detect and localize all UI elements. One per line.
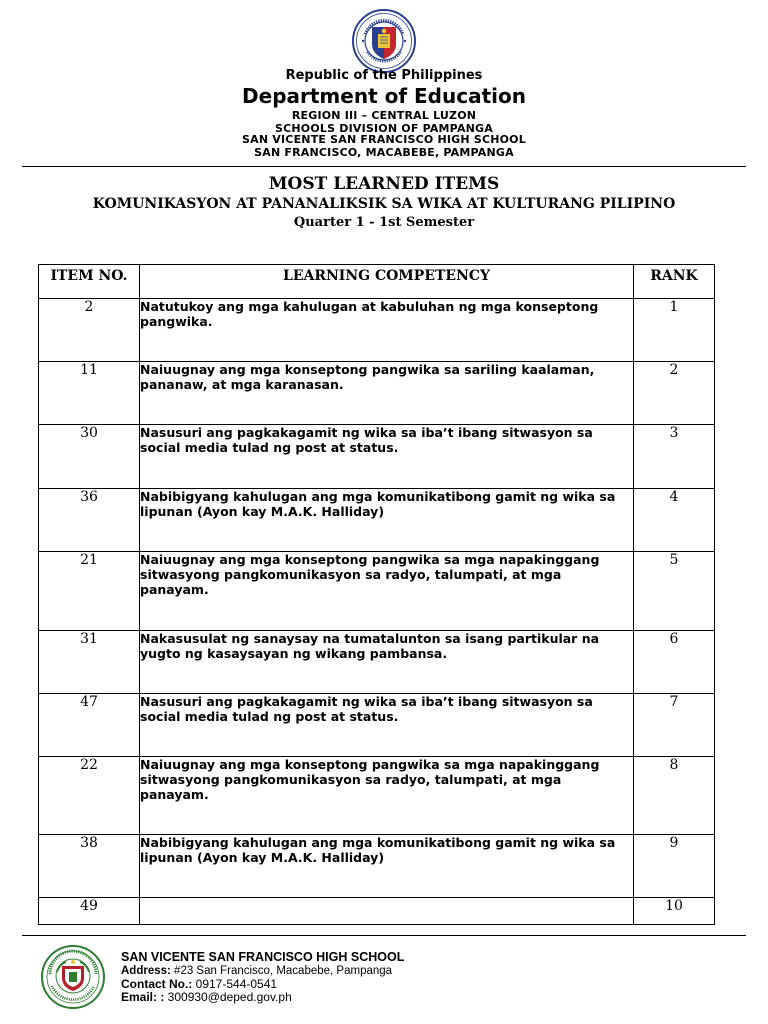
rank-cell: 6: [634, 631, 715, 694]
footer-address-label: Address:: [121, 965, 171, 977]
subject-title: KOMUNIKASYON AT PANANALIKSIK SA WIKA AT KULTURANG PILIPINO: [92, 196, 676, 212]
competency-cell: Nakasusulat ng sanaysay na tumatalunton sa isang partikular na yugto ng kasaysayan ng wikang pambansa.: [140, 631, 634, 694]
item-number-cell: 31: [39, 631, 140, 694]
item-number-cell: 21: [39, 552, 140, 631]
rank-cell: 10: [634, 898, 715, 925]
competency-cell: [140, 898, 634, 925]
rank-cell: 7: [634, 694, 715, 757]
table-row: [39, 299, 715, 362]
school-line: SAN VICENTE SAN FRANCISCO HIGH SCHOOL: [242, 133, 526, 146]
document-title: MOST LEARNED ITEMS: [268, 174, 500, 194]
rank-cell: 2: [634, 362, 715, 425]
footer-school-name: SAN VICENTE SAN FRANCISCO HIGH SCHOOL: [121, 950, 405, 964]
item-number-cell: 2: [39, 299, 140, 362]
footer-contact-value: 0917-544-0541: [192, 977, 278, 991]
table-row: [39, 835, 715, 898]
footer-email-value: 300930@deped.gov.ph: [164, 990, 292, 1004]
item-number-cell: 11: [39, 362, 140, 425]
column-header-rank: RANK: [634, 265, 715, 299]
column-header-item-no: ITEM NO.: [39, 265, 140, 299]
table-row: [39, 694, 715, 757]
republic-line: Republic of the Philippines: [285, 68, 483, 83]
school-address-line: SAN FRANCISCO, MACABEBE, PAMPANGA: [254, 146, 514, 159]
most-learned-items-table: [38, 264, 715, 925]
footer-address: [121, 964, 392, 978]
quarter-label: Quarter 1 - 1st Semester: [293, 215, 475, 230]
region-line: REGION III – CENTRAL LUZON: [291, 109, 477, 122]
rank-cell: 3: [634, 425, 715, 489]
competency-cell: Nasusuri ang pagkakagamit ng wika sa iba’t ibang sitwasyon sa social media tulad ng post at status.: [140, 425, 634, 489]
table-row: [39, 898, 715, 925]
division-line: SCHOOLS DIVISION OF PAMPANGA: [274, 122, 494, 135]
rank-cell: 4: [634, 489, 715, 552]
rank-cell: 1: [634, 299, 715, 362]
table-row: [39, 757, 715, 835]
item-number-cell: 38: [39, 835, 140, 898]
rank-cell: 5: [634, 552, 715, 631]
rank-cell: 9: [634, 835, 715, 898]
rank-cell: 8: [634, 757, 715, 835]
footer-email-label: Email: :: [121, 990, 165, 1004]
school-seal-logo: [40, 944, 106, 1010]
table-header-row: [39, 265, 715, 299]
item-number-cell: 22: [39, 757, 140, 835]
department-name: Department of Education: [242, 84, 526, 108]
competency-cell: Naiuugnay ang mga konseptong pangwika sa mga napakinggang sitwasyong pangkomunikasyon sa radyo, talumpati, at mga panayam.: [140, 552, 634, 631]
item-number-cell: 30: [39, 425, 140, 489]
competency-cell: Naiuugnay ang mga konseptong pangwika sa mga napakinggang sitwasyong pangkomunikasyon sa radyo, talumpati, at mga panayam.: [140, 757, 634, 835]
deped-seal-logo: [346, 8, 422, 74]
table-row: [39, 552, 715, 631]
table-row: [39, 362, 715, 425]
item-number-cell: 36: [39, 489, 140, 552]
competency-cell: Nabibigyang kahulugan ang mga komunikatibong gamit ng wika sa lipunan (Ayon kay M.A.K. Halliday): [140, 489, 634, 552]
item-number-cell: 49: [39, 898, 140, 925]
competency-cell: Nabibigyang kahulugan ang mga komunikatibong gamit ng wika sa lipunan (Ayon kay M.A.K. Halliday): [140, 835, 634, 898]
table-row: [39, 631, 715, 694]
footer-email: [121, 990, 292, 1004]
column-header-learning-competency: LEARNING COMPETENCY: [140, 265, 634, 299]
header-divider: [22, 166, 746, 167]
footer-contact-label: Contact No.:: [121, 977, 193, 991]
competency-cell: Natutukoy ang mga kahulugan at kabuluhan ng mga konseptong pangwika.: [140, 299, 634, 362]
competency-cell: Naiuugnay ang mga konseptong pangwika sa sariling kaalaman, pananaw, at mga karanasan.: [140, 362, 634, 425]
footer-divider: [22, 935, 746, 936]
footer-contact: [121, 977, 277, 991]
table-row: [39, 425, 715, 489]
footer-address-value: #23 San Francisco, Macabebe, Pampanga: [170, 965, 393, 977]
table-row: [39, 489, 715, 552]
competency-cell: Nasusuri ang pagkakagamit ng wika sa iba’t ibang sitwasyon sa social media tulad ng post at status.: [140, 694, 634, 757]
item-number-cell: 47: [39, 694, 140, 757]
